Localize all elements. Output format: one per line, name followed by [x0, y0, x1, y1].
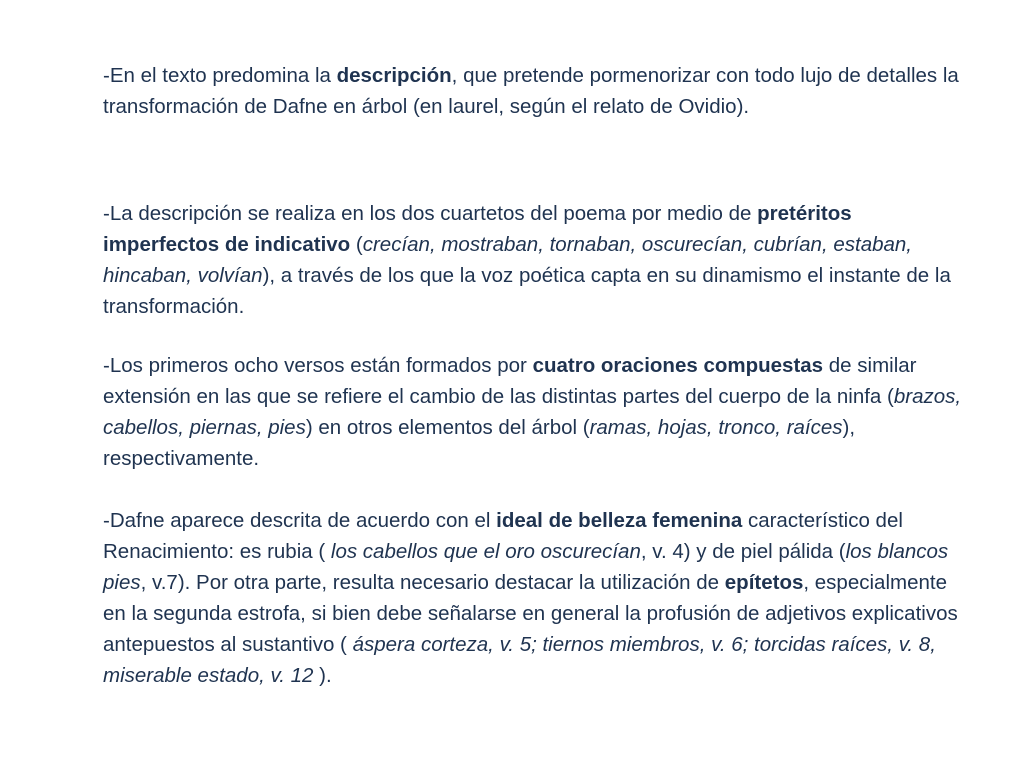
- text-segment: , v. 4) y de piel pálida (: [640, 540, 846, 563]
- italic-tree-parts: ramas, hojas, tronco, raíces: [589, 416, 843, 439]
- paragraph-description: [103, 60, 963, 122]
- bold-term-oraciones: cuatro oraciones compuestas: [532, 354, 824, 377]
- text-segment: ).: [313, 664, 332, 687]
- text-segment: , que pretende pormenorizar con todo lujo de detalles la transformación de Dafne en árbol (en laurel, según el relato de Ovidio).: [103, 64, 959, 118]
- text-segment: -En el texto predomina la: [103, 64, 337, 87]
- italic-quote-cabellos: los cabellos que el oro oscurecían: [330, 540, 641, 563]
- italic-body-parts: brazos, cabellos, piernas, pies: [103, 385, 962, 439]
- text-segment: -La descripción se realiza en los dos cuartetos del poema por medio de: [103, 202, 758, 225]
- italic-verb-list: crecían, mostraban, tornaban, oscurecían, cubrían, estaban, hincaban, volvían: [103, 233, 913, 287]
- bold-term-epitetos: epítetos: [724, 571, 804, 594]
- text-segment: (: [350, 233, 363, 256]
- paragraph-preterites: [103, 198, 963, 322]
- text-segment: de similar extensión en las que se refiere el cambio de las distintas partes del cuerpo de la ninfa (: [103, 354, 917, 408]
- bold-term-descripcion: descripción: [336, 64, 452, 87]
- text-segment: -Dafne aparece descrita de acuerdo con el: [103, 509, 497, 532]
- text-segment: -Los primeros ocho versos están formados por: [103, 354, 533, 377]
- text-segment: característico del Renacimiento: es rubia (: [103, 509, 903, 563]
- italic-quote-pies: los blancos pies: [103, 540, 949, 594]
- text-segment: , v.7). Por otra parte, resulta necesario destacar la utilización de: [140, 571, 725, 594]
- bold-term-preteritos: pretéritos imperfectos de indicativo: [103, 202, 852, 256]
- italic-epithet-examples: áspera corteza, v. 5; tiernos miembros, v. 6; torcidas raíces, v. 8, miserable estado, v. 12: [103, 633, 936, 687]
- paragraph-compound-sentences: [103, 350, 963, 474]
- paragraph-beauty-ideal: [103, 505, 963, 691]
- bold-term-ideal: ideal de belleza femenina: [496, 509, 743, 532]
- text-segment: , especialmente en la segunda estrofa, si bien debe señalarse en general la profusión de adjetivos explicativos antepuestos al sustantivo (: [103, 571, 958, 656]
- text-segment: ), respectivamente.: [103, 416, 856, 470]
- text-segment: ), a través de los que la voz poética capta en su dinamismo el instante de la transformación.: [103, 264, 951, 318]
- text-segment: ) en otros elementos del árbol (: [305, 416, 590, 439]
